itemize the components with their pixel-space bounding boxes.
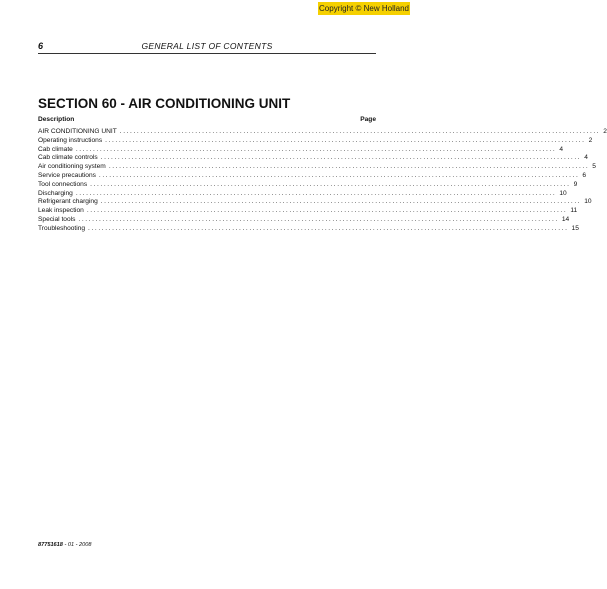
dot-leader: ............................................................................................................................................: [75, 145, 557, 153]
dot-leader: ............................................................................................................................................: [90, 180, 571, 188]
toc-entry-label: Operating instructions: [38, 136, 103, 144]
table-of-contents: [38, 128, 607, 234]
toc-entry[interactable]: [38, 180, 578, 190]
toc-entry-label: Tool connections: [38, 180, 88, 188]
document-date: - 01 - 2008: [62, 542, 92, 548]
toc-entry-label: Leak inspection: [38, 207, 84, 215]
toc-entry-label: Service precautions: [38, 171, 96, 179]
dot-leader: ............................................................................................................................................: [105, 136, 586, 144]
page-number: 6: [38, 41, 44, 51]
toc-entry-page: 10: [584, 198, 592, 206]
toc-entry-page: 2: [603, 128, 607, 135]
toc-entry-page: 2: [588, 136, 593, 144]
toc-entry-page: 5: [592, 163, 596, 171]
toc-entry[interactable]: [38, 198, 592, 207]
toc-entry-label: Discharging: [38, 189, 73, 197]
toc-entry-page: 4: [584, 154, 588, 162]
toc-entry-page: 10: [559, 189, 567, 197]
toc-entry[interactable]: [38, 215, 570, 225]
document-number: 87751618: [38, 542, 63, 548]
toc-entry[interactable]: [38, 189, 567, 199]
toc-entry[interactable]: [38, 207, 578, 216]
dot-leader: ............................................................................................................................................: [75, 189, 557, 197]
toc-entry-page: 11: [570, 207, 578, 215]
dot-leader: ............................................................................................................................................: [119, 128, 601, 135]
toc-entry-page: 15: [571, 224, 579, 232]
dot-leader: ............................................................................................................................................: [78, 215, 559, 223]
section-title: SECTION 60 - AIR CONDITIONING UNIT: [38, 96, 291, 111]
toc-entry-label: Refrigerant charging: [38, 198, 98, 206]
toc-entry-label: Cab climate controls: [38, 154, 98, 162]
toc-entry-label: Air conditioning system: [38, 163, 106, 171]
dot-leader: ............................................................................................................................................: [108, 163, 590, 171]
header-title: GENERAL LIST OF CONTENTS: [141, 41, 273, 51]
dot-leader: ............................................................................................................................................: [98, 171, 580, 179]
toc-entry-label: AIR CONDITIONING UNIT: [38, 128, 117, 135]
dot-leader: ............................................................................................................................................: [100, 198, 582, 206]
toc-entry-label: Cab climate: [38, 145, 73, 153]
toc-entry[interactable]: [38, 224, 579, 234]
toc-entry[interactable]: [38, 154, 588, 163]
column-headers: [38, 116, 376, 123]
toc-entry-page: 6: [582, 171, 587, 179]
toc-entry[interactable]: [38, 163, 596, 172]
toc-entry-page: 4: [559, 145, 563, 153]
toc-entry-page: 9: [573, 180, 578, 188]
toc-entry[interactable]: [38, 171, 587, 181]
page-column-header: Page: [360, 116, 376, 123]
copyright-banner: Copyright © New Holland: [319, 4, 409, 13]
toc-entry[interactable]: [38, 136, 593, 146]
toc-entry[interactable]: [38, 145, 563, 155]
page-header: [38, 40, 376, 54]
toc-entry[interactable]: [38, 128, 607, 137]
description-column-header: Description: [38, 116, 75, 123]
toc-entry-page: 14: [561, 215, 570, 223]
dot-leader: ............................................................................................................................................: [88, 224, 569, 232]
dot-leader: ............................................................................................................................................: [86, 207, 568, 215]
dot-leader: ............................................................................................................................................: [100, 154, 582, 162]
toc-entry-label: Special tools: [38, 215, 76, 223]
toc-entry-label: Troubleshooting: [38, 224, 86, 232]
footer: [38, 542, 92, 548]
